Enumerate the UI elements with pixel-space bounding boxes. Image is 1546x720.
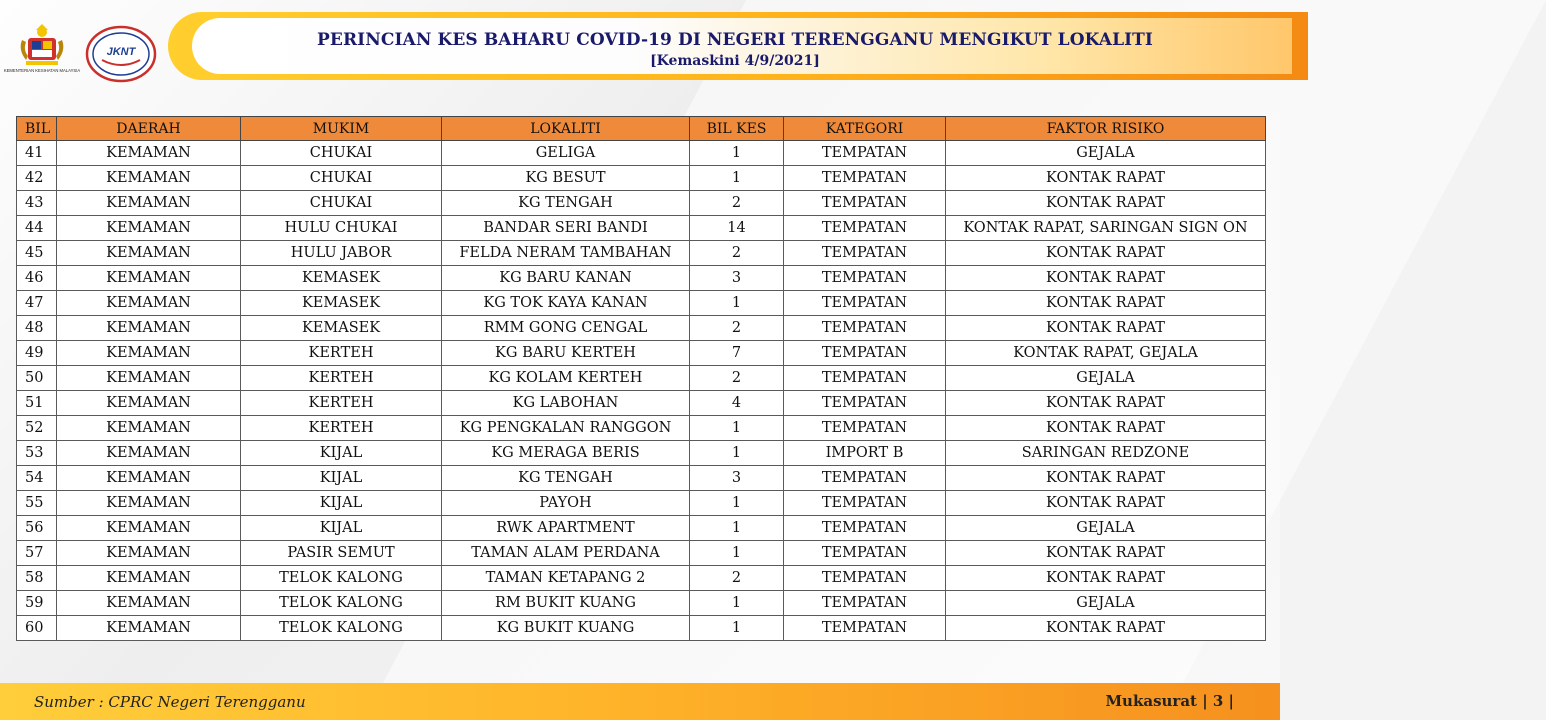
col-header-kategori: KATEGORI — [784, 117, 946, 141]
cell-kategori: TEMPATAN — [784, 566, 946, 591]
cell-daerah: KEMAMAN — [57, 466, 241, 491]
table-row — [17, 416, 1266, 441]
cell-kategori: TEMPATAN — [784, 541, 946, 566]
cell-bil-kes: 1 — [690, 491, 784, 516]
cell-daerah: KEMAMAN — [57, 216, 241, 241]
page-title: PERINCIAN KES BAHARU COVID-19 DI NEGERI TERENGGANU MENGIKUT LOKALITI — [317, 30, 1153, 50]
cell-bil-kes: 2 — [690, 241, 784, 266]
cell-daerah: KEMAMAN — [57, 516, 241, 541]
table-row — [17, 441, 1266, 466]
cell-faktor-risiko: GEJALA — [946, 366, 1266, 391]
cell-kategori: TEMPATAN — [784, 316, 946, 341]
page-number: Mukasurat | 3 | — [1105, 692, 1234, 710]
cell-daerah: KEMAMAN — [57, 591, 241, 616]
cell-faktor-risiko: GEJALA — [946, 516, 1266, 541]
cell-daerah: KEMAMAN — [57, 366, 241, 391]
cell-bil: 52 — [17, 416, 57, 441]
table-row — [17, 391, 1266, 416]
cell-kategori: TEMPATAN — [784, 241, 946, 266]
cell-kategori: TEMPATAN — [784, 416, 946, 441]
cell-bil: 57 — [17, 541, 57, 566]
table-row — [17, 516, 1266, 541]
cell-bil-kes: 3 — [690, 466, 784, 491]
table-row — [17, 266, 1266, 291]
table-row — [17, 491, 1266, 516]
cell-kategori: TEMPATAN — [784, 366, 946, 391]
cell-daerah: KEMAMAN — [57, 241, 241, 266]
cell-lokaliti: KG PENGKALAN RANGGON — [442, 416, 690, 441]
cell-faktor-risiko: KONTAK RAPAT, GEJALA — [946, 341, 1266, 366]
cell-daerah: KEMAMAN — [57, 141, 241, 166]
cell-faktor-risiko: KONTAK RAPAT — [946, 266, 1266, 291]
table-row — [17, 591, 1266, 616]
table-body — [17, 141, 1266, 641]
cell-bil: 58 — [17, 566, 57, 591]
cell-mukim: KEMASEK — [241, 291, 442, 316]
cell-lokaliti: FELDA NERAM TAMBAHAN — [442, 241, 690, 266]
col-header-bil: BIL — [17, 117, 57, 141]
cell-faktor-risiko: KONTAK RAPAT — [946, 191, 1266, 216]
cell-mukim: KERTEH — [241, 341, 442, 366]
cell-daerah: KEMAMAN — [57, 316, 241, 341]
cell-mukim: CHUKAI — [241, 166, 442, 191]
table-row — [17, 241, 1266, 266]
cell-bil-kes: 2 — [690, 566, 784, 591]
cell-bil-kes: 1 — [690, 591, 784, 616]
cell-lokaliti: KG BARU KERTEH — [442, 341, 690, 366]
cell-lokaliti: RWK APARTMENT — [442, 516, 690, 541]
cell-bil: 46 — [17, 266, 57, 291]
cell-bil-kes: 2 — [690, 191, 784, 216]
cell-kategori: TEMPATAN — [784, 291, 946, 316]
cell-lokaliti: KG TENGAH — [442, 466, 690, 491]
cases-table — [16, 116, 1266, 641]
cell-bil-kes: 1 — [690, 441, 784, 466]
table-row — [17, 141, 1266, 166]
cell-kategori: TEMPATAN — [784, 341, 946, 366]
cell-lokaliti: TAMAN KETAPANG 2 — [442, 566, 690, 591]
cell-mukim: CHUKAI — [241, 191, 442, 216]
cell-lokaliti: RMM GONG CENGAL — [442, 316, 690, 341]
table-row — [17, 566, 1266, 591]
cell-daerah: KEMAMAN — [57, 266, 241, 291]
cell-daerah: KEMAMAN — [57, 416, 241, 441]
cell-bil-kes: 1 — [690, 291, 784, 316]
cell-bil: 60 — [17, 616, 57, 641]
cell-bil-kes: 14 — [690, 216, 784, 241]
cell-faktor-risiko: KONTAK RAPAT — [946, 166, 1266, 191]
cell-mukim: TELOK KALONG — [241, 566, 442, 591]
cell-bil: 43 — [17, 191, 57, 216]
cell-lokaliti: RM BUKIT KUANG — [442, 591, 690, 616]
cell-bil: 55 — [17, 491, 57, 516]
table-row — [17, 166, 1266, 191]
cell-faktor-risiko: GEJALA — [946, 141, 1266, 166]
cell-daerah: KEMAMAN — [57, 491, 241, 516]
cell-mukim: KEMASEK — [241, 266, 442, 291]
cell-bil-kes: 1 — [690, 541, 784, 566]
cell-bil: 59 — [17, 591, 57, 616]
col-header-lokaliti: LOKALITI — [442, 117, 690, 141]
cell-mukim: TELOK KALONG — [241, 616, 442, 641]
cell-faktor-risiko: KONTAK RAPAT — [946, 291, 1266, 316]
cell-bil: 49 — [17, 341, 57, 366]
col-header-daerah: DAERAH — [57, 117, 241, 141]
cell-mukim: KERTEH — [241, 391, 442, 416]
cell-kategori: TEMPATAN — [784, 191, 946, 216]
col-header-mukim: MUKIM — [241, 117, 442, 141]
cell-daerah: KEMAMAN — [57, 341, 241, 366]
cell-daerah: KEMAMAN — [57, 541, 241, 566]
cell-daerah: KEMAMAN — [57, 391, 241, 416]
cell-daerah: KEMAMAN — [57, 291, 241, 316]
table-row — [17, 291, 1266, 316]
cell-bil-kes: 7 — [690, 341, 784, 366]
cell-mukim: KEMASEK — [241, 316, 442, 341]
cell-mukim: TELOK KALONG — [241, 591, 442, 616]
cell-kategori: TEMPATAN — [784, 141, 946, 166]
table-row — [17, 341, 1266, 366]
cell-bil-kes: 1 — [690, 141, 784, 166]
cell-lokaliti: KG BUKIT KUANG — [442, 616, 690, 641]
cell-faktor-risiko: KONTAK RAPAT — [946, 491, 1266, 516]
cell-bil: 48 — [17, 316, 57, 341]
cell-bil: 45 — [17, 241, 57, 266]
jknt-logo — [84, 24, 158, 86]
cell-daerah: KEMAMAN — [57, 191, 241, 216]
cell-bil: 47 — [17, 291, 57, 316]
cell-mukim: CHUKAI — [241, 141, 442, 166]
cell-kategori: IMPORT B — [784, 441, 946, 466]
cell-lokaliti: TAMAN ALAM PERDANA — [442, 541, 690, 566]
jknt-logo-text: JKNT — [106, 46, 136, 58]
cell-mukim: HULU CHUKAI — [241, 216, 442, 241]
cell-daerah: KEMAMAN — [57, 566, 241, 591]
cell-mukim: KIJAL — [241, 466, 442, 491]
cell-bil: 53 — [17, 441, 57, 466]
cell-lokaliti: KG KOLAM KERTEH — [442, 366, 690, 391]
table-row — [17, 366, 1266, 391]
cell-faktor-risiko: KONTAK RAPAT — [946, 616, 1266, 641]
cell-kategori: TEMPATAN — [784, 491, 946, 516]
cell-bil-kes: 1 — [690, 166, 784, 191]
cell-daerah: KEMAMAN — [57, 166, 241, 191]
source-note: Sumber : CPRC Negeri Terengganu — [34, 693, 306, 711]
cell-mukim: HULU JABOR — [241, 241, 442, 266]
cell-faktor-risiko: KONTAK RAPAT — [946, 541, 1266, 566]
cell-mukim: KIJAL — [241, 441, 442, 466]
cell-bil: 42 — [17, 166, 57, 191]
cell-mukim: KERTEH — [241, 416, 442, 441]
cell-mukim: KERTEH — [241, 366, 442, 391]
cell-kategori: TEMPATAN — [784, 516, 946, 541]
cell-kategori: TEMPATAN — [784, 591, 946, 616]
kkm-logo-caption: KEMENTERIAN KESIHATAN MALAYSIA — [3, 68, 81, 73]
cell-bil: 44 — [17, 216, 57, 241]
cell-lokaliti: KG TENGAH — [442, 191, 690, 216]
cell-bil-kes: 1 — [690, 616, 784, 641]
cell-lokaliti: KG MERAGA BERIS — [442, 441, 690, 466]
cell-faktor-risiko: KONTAK RAPAT — [946, 416, 1266, 441]
cell-daerah: KEMAMAN — [57, 441, 241, 466]
cell-mukim: PASIR SEMUT — [241, 541, 442, 566]
cell-kategori: TEMPATAN — [784, 466, 946, 491]
table-row — [17, 216, 1266, 241]
cell-faktor-risiko: KONTAK RAPAT — [946, 316, 1266, 341]
cell-faktor-risiko: KONTAK RAPAT — [946, 466, 1266, 491]
cell-bil: 41 — [17, 141, 57, 166]
cell-bil: 54 — [17, 466, 57, 491]
cell-lokaliti: KG BARU KANAN — [442, 266, 690, 291]
cell-bil-kes: 2 — [690, 366, 784, 391]
cell-kategori: TEMPATAN — [784, 216, 946, 241]
cell-bil: 50 — [17, 366, 57, 391]
cell-bil: 51 — [17, 391, 57, 416]
cell-faktor-risiko: SARINGAN REDZONE — [946, 441, 1266, 466]
cell-bil-kes: 2 — [690, 316, 784, 341]
cell-lokaliti: PAYOH — [442, 491, 690, 516]
table-row — [17, 616, 1266, 641]
table-header-row — [17, 117, 1266, 141]
cell-mukim: KIJAL — [241, 516, 442, 541]
cell-faktor-risiko: KONTAK RAPAT — [946, 566, 1266, 591]
cell-faktor-risiko: KONTAK RAPAT, SARINGAN SIGN ON — [946, 216, 1266, 241]
cell-faktor-risiko: KONTAK RAPAT — [946, 391, 1266, 416]
update-date: [Kemaskini 4/9/2021] — [650, 53, 820, 69]
col-header-bil-kes: BIL KES — [690, 117, 784, 141]
cell-kategori: TEMPATAN — [784, 391, 946, 416]
cell-lokaliti: KG TOK KAYA KANAN — [442, 291, 690, 316]
cell-bil: 56 — [17, 516, 57, 541]
table-row — [17, 191, 1266, 216]
cell-lokaliti: GELIGA — [442, 141, 690, 166]
table-row — [17, 316, 1266, 341]
cell-bil-kes: 1 — [690, 416, 784, 441]
cell-daerah: KEMAMAN — [57, 616, 241, 641]
cell-lokaliti: KG LABOHAN — [442, 391, 690, 416]
cell-faktor-risiko: GEJALA — [946, 591, 1266, 616]
cell-kategori: TEMPATAN — [784, 616, 946, 641]
cell-kategori: TEMPATAN — [784, 166, 946, 191]
table-row — [17, 466, 1266, 491]
cell-lokaliti: BANDAR SERI BANDI — [442, 216, 690, 241]
table-row — [17, 541, 1266, 566]
cell-bil-kes: 4 — [690, 391, 784, 416]
cell-kategori: TEMPATAN — [784, 266, 946, 291]
cell-mukim: KIJAL — [241, 491, 442, 516]
cell-bil-kes: 1 — [690, 516, 784, 541]
cell-lokaliti: KG BESUT — [442, 166, 690, 191]
cell-bil-kes: 3 — [690, 266, 784, 291]
kkm-logo — [3, 22, 81, 84]
col-header-faktor-risiko: FAKTOR RISIKO — [946, 117, 1266, 141]
cell-faktor-risiko: KONTAK RAPAT — [946, 241, 1266, 266]
